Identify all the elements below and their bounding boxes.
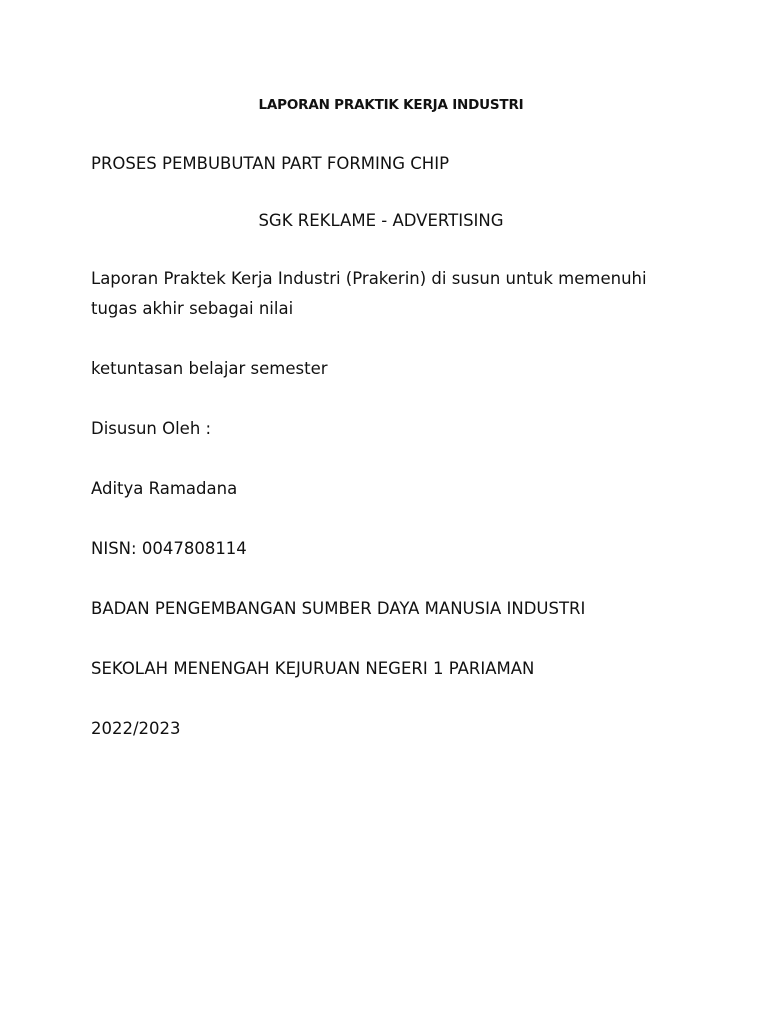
company-name: SGK REKLAME - ADVERTISING [258, 211, 504, 230]
author-name: Aditya Ramadana [91, 479, 238, 498]
purpose-paragraph: Laporan Praktek Kerja Industri (Prakerin) di susun untuk memenuhi tugas akhir sebagai nilai [91, 269, 647, 318]
agency-name: BADAN PENGEMBANGAN SUMBER DAYA MANUSIA INDUSTRI [91, 599, 586, 618]
author-nisn: NISN: 0047808114 [91, 539, 247, 558]
academic-year: 2022/2023 [91, 719, 181, 738]
purpose-continuation: ketuntasan belajar semester [91, 359, 328, 378]
school-name: SEKOLAH MENENGAH KEJURUAN NEGERI 1 PARIAMAN [91, 659, 535, 678]
author-label: Disusun Oleh : [91, 419, 212, 438]
document-subject: PROSES PEMBUBUTAN PART FORMING CHIP [91, 154, 450, 173]
document-title: LAPORAN PRAKTIK KERJA INDUSTRI [258, 97, 524, 113]
